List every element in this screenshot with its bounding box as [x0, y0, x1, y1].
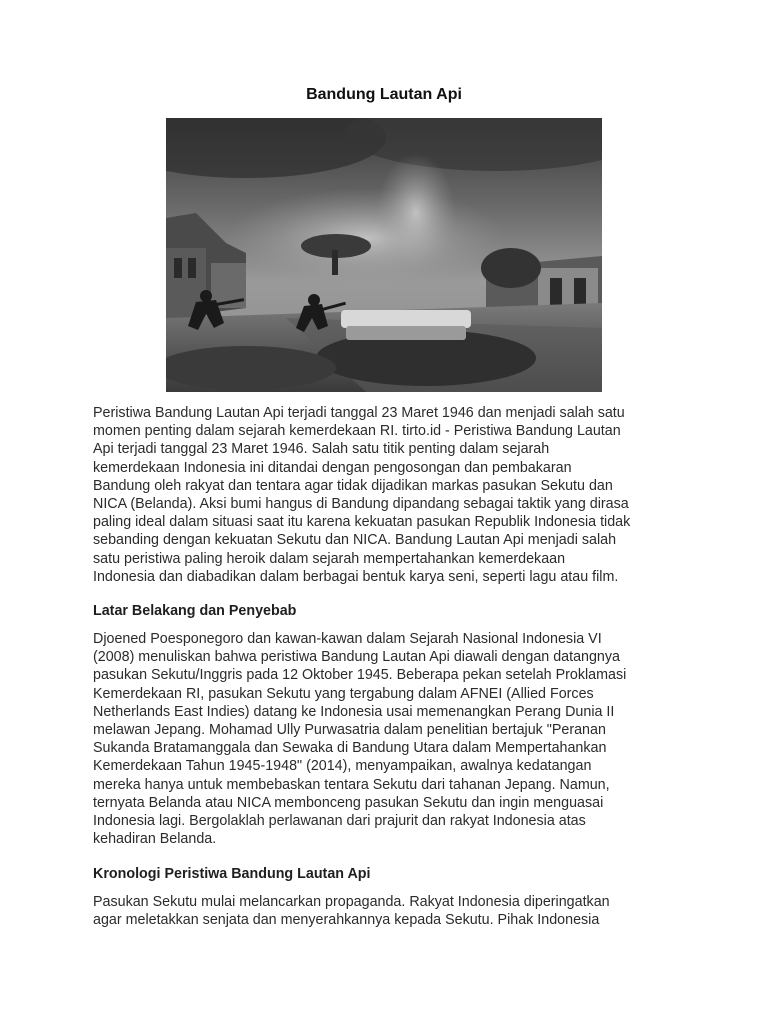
paragraph-background: Djoened Poesponegoro dan kawan-kawan dalam Sejarah Nasional Indonesia VI (2008) menuliskan bahwa peristiwa Bandung Lautan Api diawali dengan datangnya pasukan Sekutu/Inggris pada 12 Oktober 1945. Beberapa pekan setelah Proklamasi Kemerdekaan RI, pasukan Sekutu yang tergabung dalam AFNEI (Allied Forces Netherlands East Indies) datang ke Indonesia usai memenangkan Perang Dunia II melawan Jepang. Mohamad Ully Purwasatria dalam penelitian bertajuk "Peranan Sukanda Bratamanggala dan Sewaka di Bandung Utara dalam Mempertahankan Kemerdekaan Tahun 1945-1948" (2014), menyampaikan, awalnya kedatangan mereka hanya untuk membebaskan tentara Sekutu dari tahanan Jepang. Namun, ternyata Belanda atau NICA membonceng pasukan Sekutu dan ingin menguasai Indonesia lagi. Bergolaklah perlawanan dari prajurit dan rakyat Indonesia atas kehadiran Belanda. [93, 631, 627, 848]
paragraph-chronology: Pasukan Sekutu mulai melancarkan propaganda. Rakyat Indonesia diperingatkan agar meletakkan senjata dan menyerahkannya kepada Sekutu. Pihak Indonesia [93, 894, 610, 929]
historical-photo [166, 118, 602, 392]
document-title: Bandung Lautan Api [306, 86, 462, 103]
battle-scene-image [166, 118, 602, 392]
section-heading-background: Latar Belakang dan Penyebab [93, 603, 297, 619]
section-heading-chronology: Kronologi Peristiwa Bandung Lautan Api [93, 866, 371, 882]
paragraph-intro: Peristiwa Bandung Lautan Api terjadi tanggal 23 Maret 1946 dan menjadi salah satu momen penting dalam sejarah kemerdekaan RI. tirto.id - Peristiwa Bandung Lautan Api terjadi tanggal 23 Maret 1946. Salah satu titik penting dalam sejarah kemerdekaan Indonesia ini ditandai dengan pengosongan dan pembakaran Bandung oleh rakyat dan tentara agar tidak dijadikan markas pasukan Sekutu dan NICA (Belanda). Aksi bumi hangus di Bandung dipandang sebagai taktik yang dirasa paling ideal dalam situasi saat itu karena kekuatan pasukan Republik Indonesia tidak sebanding dengan kekuatan Sekutu dan NICA. Bandung Lautan Api menjadi salah satu peristiwa paling heroik dalam sejarah mempertahankan kemerdekaan Indonesia dan diabadikan dalam berbagai bentuk karya seni, seperti lagu atau film. [93, 405, 631, 585]
